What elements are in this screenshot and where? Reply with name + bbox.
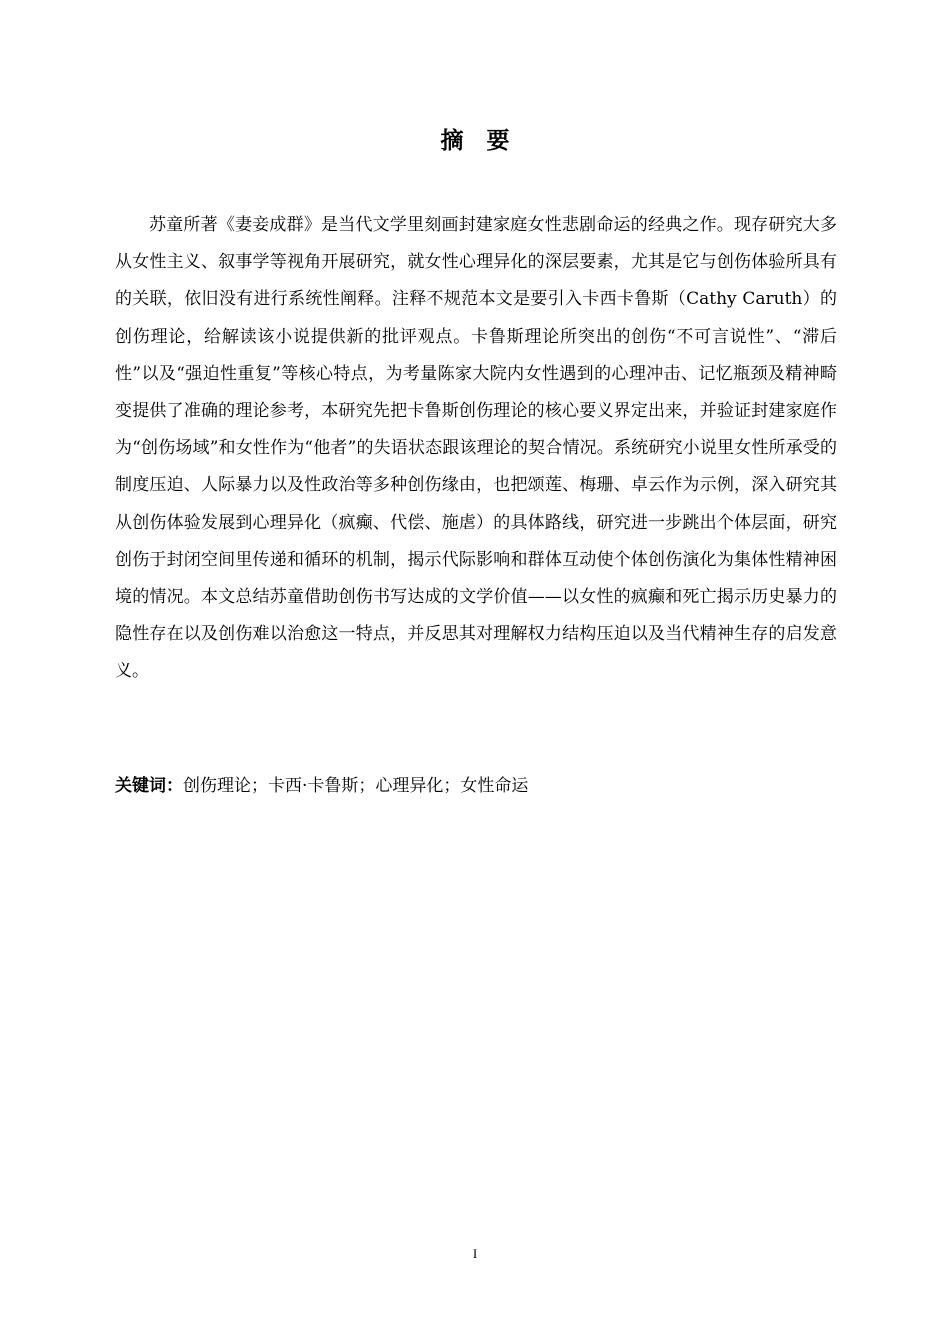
keywords-label: 关键词： [115, 776, 183, 796]
abstract-title: 摘 要 [440, 128, 510, 154]
abstract-body: 苏童所著《妻妾成群》是当代文学里刻画封建家庭女性悲剧命运的经典之作。现存研究大多从女性主义、叙事学等视角开展研究，就女性心理异化的深层要素，尤其是它与创伤体验所具有的关联，依旧没有进行系统性阐释。注释不规范本文是要引入卡西卡鲁斯（Cathy Caruth）的创伤理论，给解读该小说提供新的批评观点。卡鲁斯理论所突出的创伤“不可言说性”、“滞后性”以及“强迫性重复”等核心特点，为考量陈家大院内女性遇到的心理冲击、记忆瓶颈及精神畸变提供了准确的理论参考，本研究先把卡鲁斯创伤理论的核心要义界定出来，并验证封建家庭作为“创伤场域”和女性作为“他者”的失语状态跟该理论的契合情况。系统研究小说里女性所承受的制度压迫、人际暴力以及性政治等多种创伤缘由，也把颂莲、梅珊、卓云作为示例，深入研究其从创伤体验发展到心理异化（疯癫、代偿、施虐）的具体路线，研究进一步跳出个体层面，研究创伤于封闭空间里传递和循环的机制，揭示代际影响和群体互动使个体创伤演化为集体性精神困境的情况。本文总结苏童借助创伤书写达成的文学价值——以女性的疯癫和死亡揭示历史暴力的隐性存在以及创伤难以治愈这一特点，并反思其对理解权力结构压迫以及当代精神生存的启发意义。 [115, 215, 837, 682]
keywords-value: 创伤理论；卡西·卡鲁斯；心理异化；女性命运 [183, 776, 529, 796]
keywords-line [115, 771, 837, 801]
page-number: I [472, 1246, 478, 1261]
